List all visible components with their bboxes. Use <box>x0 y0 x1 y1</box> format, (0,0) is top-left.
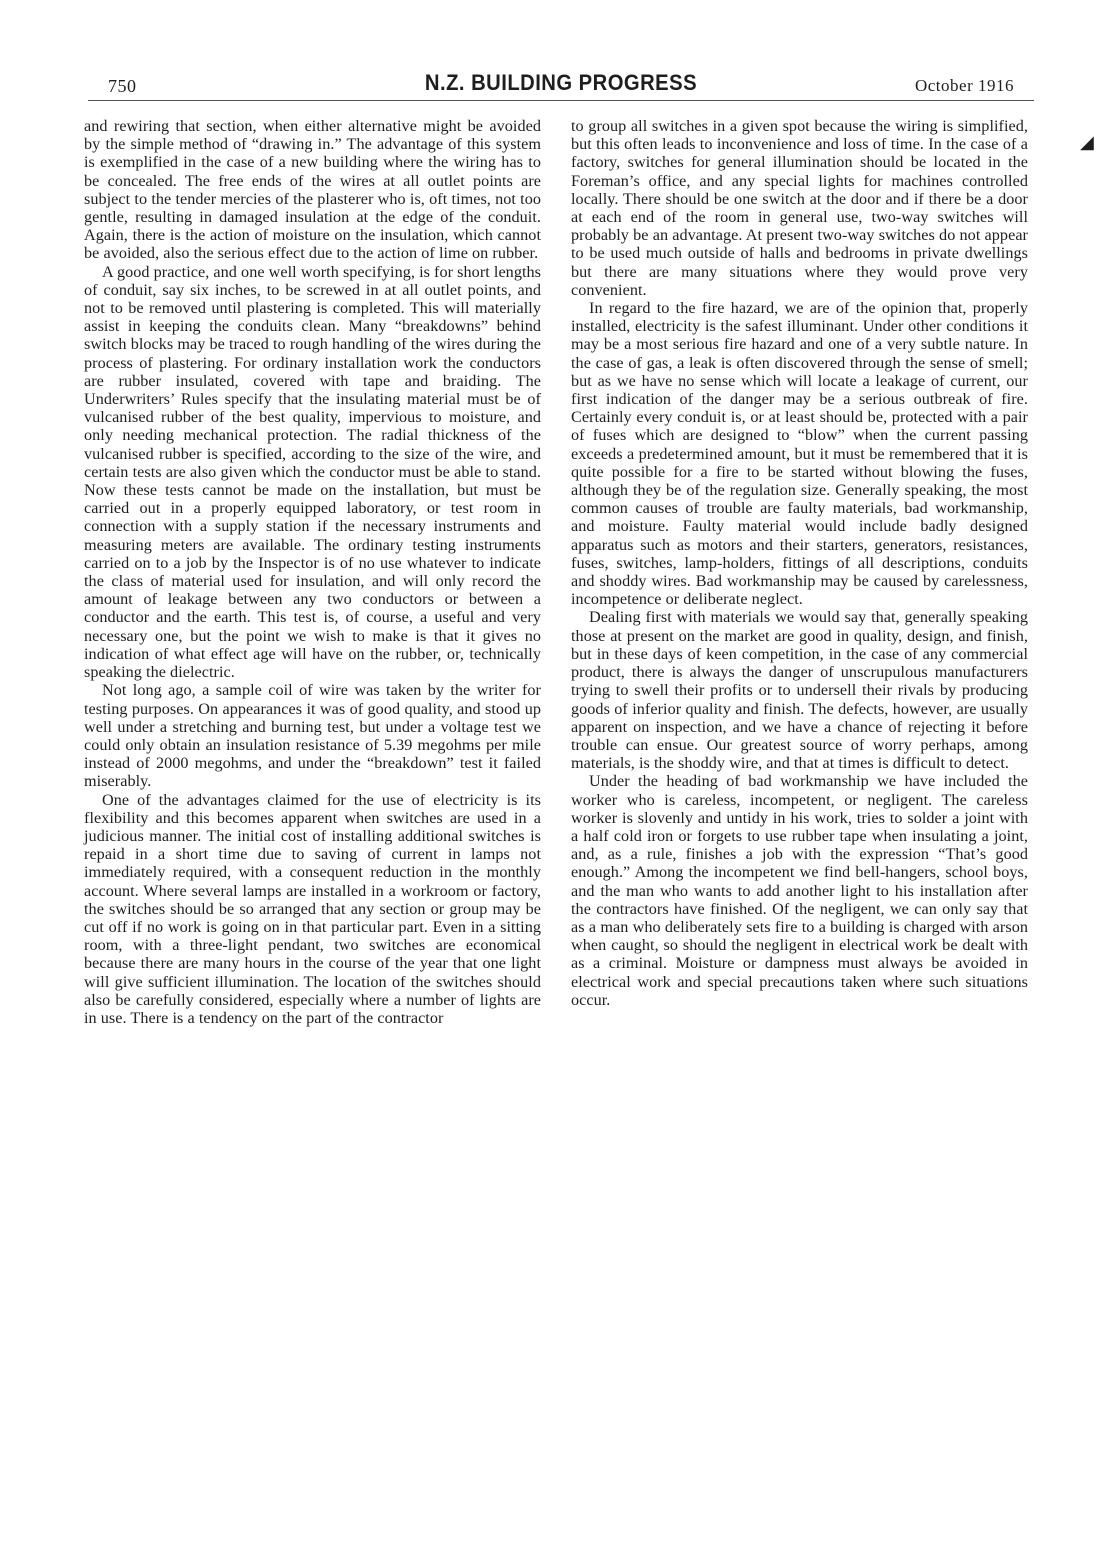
paragraph: A good practice, and one well worth specifying, is for short lengths of conduit, say six inches, to be screwed in at all outlet points, and not to be removed until plastering is completed. This will materially assist in keeping the conduits clean. Many “breakdowns” behind switch blocks may be traced to rough handling of the wires during the process of plastering. For ordinary installation work the conductors are rubber insulated, covered with tape and braiding. The Underwriters’ Rules specify that the insulating material must be of vulcanised rubber of the best quality, impervious to moisture, and only needing mechanical protection. The radial thickness of the vulcanised rubber is specified, according to the size of the wire, and certain tests are also given which the conductor must be able to stand. Now these tests cannot be made on the installation, but must be carried out in a properly equipped laboratory, or test room in connection with a supply station if the necessary instruments and measuring meters are available. The ordinary testing instruments carried on to a job by the Inspector is of no use whatever to indicate the class of material used for insulation, and will only record the amount of leakage between any two conductors or between a conductor and the earth. This test is, of course, a useful and very necessary one, but the point we wish to make is that it gives no indication of what effect age will have on the rubber, or, technically speaking the dielectric. <box>84 262 542 682</box>
paragraph: Dealing first with materials we would say that, generally speaking those at present on the market are good in quality, design, and finish, but in these days of keen competition, in the case of any commercial product, there is always the danger of unscrupulous manufacturers trying to swell their profits or to undersell their rivals by producing goods of inferior quality and finish. The defects, however, are usually apparent on inspection, and we have a chance of rejecting it before trouble can ensue. Our greatest source of worry perhaps, among materials, is the shoddy wire, and that at times is difficult to detect. <box>571 608 1028 773</box>
paragraph: In regard to the fire hazard, we are of the opinion that, properly installed, electricity is the safest illuminant. Under other conditions it may be a most serious fire hazard and one of a very subtle nature. In the case of gas, a leak is often discovered through the sense of smell; but as we have no sense which will locate a leakage of current, our first indication of the danger may be a serious outbreak of fire. Certainly every conduit is, or at least should be, protected with a pair of fuses which are designed to “blow” when the current passing exceeds a predetermined amount, but it must be remembered that it is quite possible for a fire to be started without blowing the fuses, although they be of the regulation size. Generally speaking, the most common causes of trouble are faulty materials, bad workmanship, and moisture. Faulty material would include badly designed apparatus such as motors and their starters, generators, resistances, fuses, switches, lamp-holders, fittings of all descriptions, conduits and shoddy wires. Bad workmanship may be caused by carelessness, incompetence or deliberate neglect. <box>571 299 1028 609</box>
left-column <box>84 117 541 1027</box>
paragraph: One of the advantages claimed for the use of electricity is its flexibility and this becomes apparent when switches are used in a judicious manner. The initial cost of installing additional switches is repaid in a short time due to saving of current in lamps not immediately required, with a consequent reduction in the monthly account. Where several lamps are installed in a workroom or factory, the switches should be so arranged that any section or group may be cut off if no work is going on in that particular part. Even in a sitting room, with a three-light pendant, two switches are economical because there are many hours in the course of the year that one light will give sufficient illumination. The location of the switches should also be carefully considered, especially where a number of lights are in use. There is a tendency on the part of the contractor <box>84 790 541 1027</box>
page-header <box>88 64 1034 104</box>
issue-date: October 1916 <box>914 76 1014 95</box>
margin-mark-icon: ◢ <box>1080 132 1094 153</box>
page-number: 750 <box>108 76 137 96</box>
paragraph: to group all switches in a given spot because the wiring is simplified, but this often leads to inconvenience and loss of time. In the case of a factory, switches for general illumination should be located in the Foreman’s office, and any special lights for machines controlled locally. There should be one switch at the door and if there be a door at each end of the room in general use, two-way switches will probably be an advantage. At present two-way switches do not appear to be used much outside of halls and bedrooms in private dwellings but there are many situations where they would prove very convenient. <box>571 117 1028 299</box>
publication-title: N.Z. BUILDING PROGRESS <box>424 70 698 95</box>
paragraph: and rewiring that section, when either alternative might be avoided by the simple method of “drawing in.” The advantage of this system is exemplified in the case of a new building where the wiring has to be concealed. The free ends of the wires at all outlet points are subject to the tender mercies of the plasterer who is, oft times, not too gentle, resulting in damaged insulation at the edge of the conduit. Again, there is the action of moisture on the insulation, which cannot be avoided, also the serious effect due to the action of lime on rubber. <box>84 117 541 263</box>
paragraph: Not long ago, a sample coil of wire was taken by the writer for testing purposes. On appearances it was of good quality, and stood up well under a stretching and burning test, but under a voltage test we could only obtain an insulation resistance of 5.39 megohms per mile instead of 2000 megohms, and under the “breakdown” test it failed miserably. <box>84 681 541 791</box>
right-column <box>571 117 1028 1009</box>
paragraph: Under the heading of bad workmanship we have included the worker who is careless, incompetent, or negligent. The careless worker is slovenly and untidy in his work, tries to solder a joint with a half cold iron or forgets to use rubber tape when insulating a joint, and, as a rule, finishes a job with the expression “That’s good enough.” Among the incompetent we find bell-hangers, school boys, and the man who wants to add another light to his installation after the contractors have finished. Of the negligent, we can only say that as a man who deliberately sets fire to a building is charged with arson when caught, so should the negligent in electrical work be dealt with as a criminal. Moisture or dampness must always be avoided in electrical work and special precautions taken where such situations occur. <box>571 772 1028 1009</box>
header-rule <box>88 100 1034 101</box>
